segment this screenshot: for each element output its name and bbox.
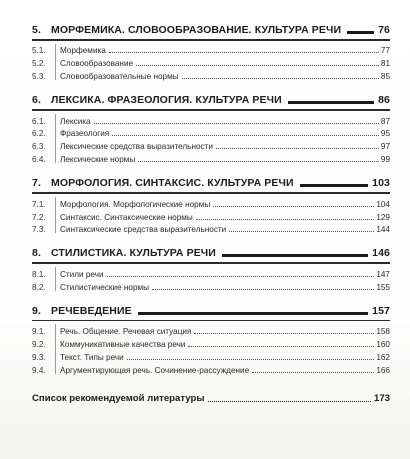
section-number: 6. [32, 94, 41, 107]
item-number: 6.3. [32, 142, 46, 152]
item-page: 129 [376, 212, 390, 222]
toc-item[interactable] [32, 151, 390, 164]
section-page: 103 [372, 177, 390, 190]
table-of-contents [32, 22, 390, 404]
toc-item[interactable] [32, 196, 390, 209]
section-page: 146 [372, 247, 390, 260]
dot-leader [107, 275, 375, 277]
item-divider-line [55, 197, 56, 234]
dot-leader [196, 218, 375, 220]
dot-leader [109, 51, 379, 53]
dot-leader [216, 147, 379, 149]
toc-item[interactable] [32, 43, 390, 56]
dot-leader [94, 122, 379, 124]
bibliography-title: Список рекомендуемой литературы [32, 392, 205, 404]
item-page: 85 [380, 72, 390, 82]
section-number: 5. [32, 24, 41, 36]
dot-leader [182, 77, 379, 79]
section-rule [32, 39, 390, 41]
toc-item[interactable] [32, 126, 390, 139]
section-title: РЕЧЕВЕДЕНИЕ [51, 304, 132, 317]
toc-item[interactable] [32, 349, 390, 362]
toc-item[interactable] [32, 138, 390, 151]
item-title: Стилистические нормы [60, 282, 150, 292]
section-heading[interactable] [32, 175, 390, 189]
section-heading[interactable] [32, 22, 390, 36]
item-divider-line [55, 44, 56, 81]
item-title: Синтаксис. Синтаксические нормы [60, 212, 193, 222]
dot-leader [112, 134, 379, 136]
section-rule [32, 192, 390, 194]
dot-leader [127, 358, 375, 360]
item-number: 9.3. [32, 352, 46, 362]
item-number: 8.2. [32, 282, 46, 292]
section-rule [32, 109, 390, 111]
item-title: Словообразование [60, 59, 134, 69]
toc-item[interactable] [32, 68, 390, 81]
dot-leader [188, 345, 374, 347]
item-title: Речь. Общение. Речевая ситуация [60, 327, 192, 337]
item-title: Лексические средства выразительности [60, 142, 213, 152]
toc-section-9 [32, 303, 390, 375]
section-title: СТИЛИСТИКА. КУЛЬТУРА РЕЧИ [51, 247, 216, 260]
dot-leader [252, 371, 374, 373]
item-page: 166 [376, 365, 390, 375]
heading-leader [347, 27, 374, 34]
item-number: 9.2. [32, 339, 46, 349]
dot-leader [213, 205, 374, 207]
dot-leader [194, 332, 374, 334]
item-title: Текст. Типы речи [60, 352, 124, 362]
heading-leader [288, 97, 374, 104]
section-heading[interactable] [32, 245, 390, 259]
item-divider-line [55, 114, 56, 164]
item-page: 77 [380, 46, 390, 56]
item-number: 7.1. [32, 199, 46, 209]
toc-bibliography[interactable] [32, 391, 390, 404]
section-items [32, 323, 390, 375]
heading-leader [222, 250, 368, 257]
item-number: 5.3. [32, 72, 46, 82]
toc-item[interactable] [32, 336, 390, 349]
item-number: 5.2. [32, 59, 46, 69]
section-number: 7. [32, 177, 41, 190]
item-title: Стили речи [60, 269, 104, 279]
toc-item[interactable] [32, 209, 390, 222]
item-page: 162 [376, 352, 390, 362]
item-number: 8.1. [32, 269, 46, 279]
section-items [32, 266, 390, 292]
section-page: 157 [372, 304, 390, 317]
item-number: 6.1. [32, 116, 46, 126]
section-items [32, 113, 390, 165]
item-title: Лексика [60, 116, 91, 126]
item-number: 5.1. [32, 46, 46, 56]
section-heading[interactable] [32, 303, 390, 317]
item-number: 6.4. [32, 155, 46, 165]
item-page: 158 [376, 327, 390, 337]
item-page: 99 [380, 155, 390, 165]
item-page: 97 [380, 142, 390, 152]
toc-section-5 [32, 22, 390, 81]
toc-item[interactable] [32, 113, 390, 126]
item-number: 9.1. [32, 327, 46, 337]
toc-item[interactable] [32, 279, 390, 292]
item-page: 160 [376, 339, 390, 349]
section-rule [32, 320, 390, 322]
toc-section-8 [32, 245, 390, 291]
item-number: 6.2. [32, 129, 46, 139]
dot-leader [136, 64, 379, 66]
dot-leader [138, 160, 379, 162]
item-number: 7.3. [32, 225, 46, 235]
toc-item[interactable] [32, 323, 390, 336]
section-page: 76 [378, 24, 390, 36]
section-title: МОРФОЛОГИЯ. СИНТАКСИС. КУЛЬТУРА РЕЧИ [51, 177, 294, 190]
dot-leader [208, 400, 371, 402]
item-title: Морфология. Морфологические нормы [60, 199, 211, 209]
heading-leader [138, 308, 368, 315]
item-page: 144 [376, 225, 390, 235]
item-number: 7.2. [32, 212, 46, 222]
item-title: Аргументирующая речь. Сочинение-рассуждение [60, 365, 250, 375]
item-title: Словообразовательные нормы [60, 72, 179, 82]
toc-item[interactable] [32, 362, 390, 375]
item-title: Лексические нормы [60, 155, 136, 165]
section-number: 8. [32, 247, 41, 260]
toc-section-7 [32, 175, 390, 234]
item-page: 147 [376, 269, 390, 279]
section-items [32, 196, 390, 235]
item-divider-line [55, 324, 56, 374]
dot-leader [152, 288, 374, 290]
item-page: 87 [380, 116, 390, 126]
toc-item[interactable] [32, 266, 390, 279]
bibliography-page: 173 [373, 392, 390, 404]
toc-item[interactable] [32, 55, 390, 68]
section-rule [32, 262, 390, 264]
toc-section-6 [32, 92, 390, 164]
item-title: Фразеология [60, 129, 110, 139]
section-number: 9. [32, 304, 41, 317]
item-title: Морфемика [60, 46, 106, 56]
section-title: ЛЕКСИКА. ФРАЗЕОЛОГИЯ. КУЛЬТУРА РЕЧИ [51, 94, 282, 107]
item-page: 155 [376, 282, 390, 292]
heading-leader [300, 180, 369, 187]
section-title: МОРФЕМИКА. СЛОВООБРАЗОВАНИЕ. КУЛЬТУРА РЕЧИ [51, 24, 342, 36]
item-number: 9.4. [32, 365, 46, 375]
section-items [32, 43, 390, 82]
section-page: 86 [378, 94, 390, 107]
item-divider-line [55, 267, 56, 291]
item-page: 104 [376, 199, 390, 209]
section-heading[interactable] [32, 92, 390, 106]
dot-leader [229, 230, 374, 232]
toc-item[interactable] [32, 222, 390, 235]
item-title: Коммуникативные качества речи [60, 339, 186, 349]
item-page: 95 [380, 129, 390, 139]
item-page: 81 [380, 59, 390, 69]
item-title: Синтаксические средства выразительности [60, 225, 227, 235]
